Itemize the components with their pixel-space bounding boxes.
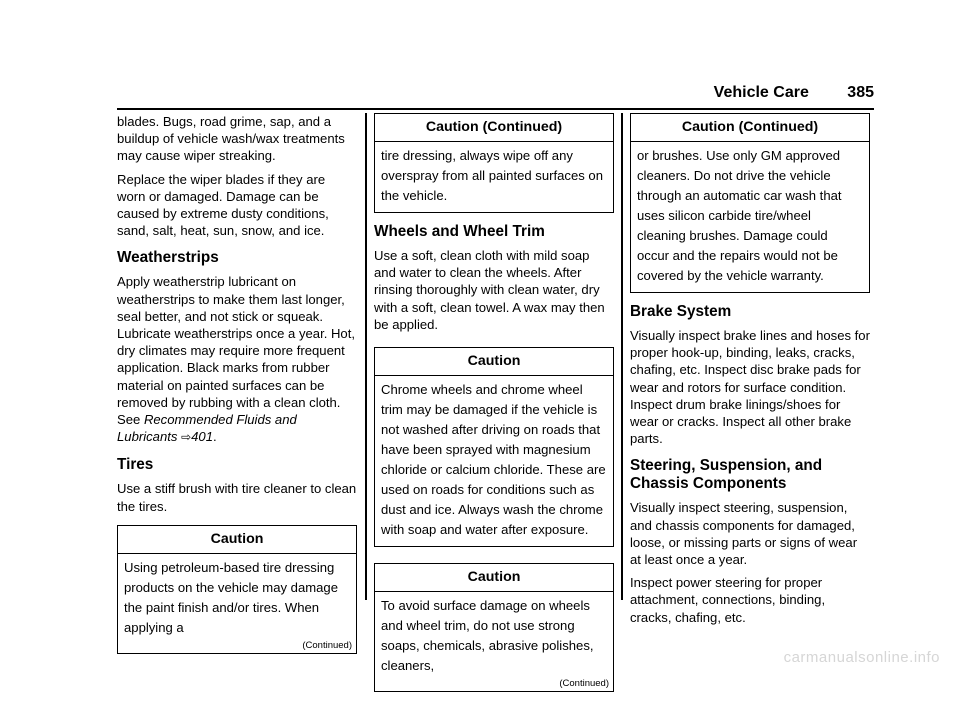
punctuation: . (212, 429, 217, 445)
continued-label: (Continued) (559, 678, 609, 690)
caution-body: Chrome wheels and chrome wheel trim may be damaged if the vehicle is not washed after driving on roads that have been sprayed with magnesium chloride or calcium chloride. These are used on roads for conditions such as dust and ice. Always wash the chrome with soap and water after exposure. (381, 382, 606, 538)
caution-title: Caution (118, 526, 356, 554)
caution-box (374, 113, 614, 213)
page-header (714, 84, 874, 102)
page-reference-arrow-icon: ⇨ (181, 430, 192, 445)
cross-reference-link[interactable]: Recommended Fluids and Lubricants (117, 412, 297, 445)
section-heading: Wheels and Wheel Trim (374, 223, 545, 240)
caution-box (630, 113, 870, 293)
section-heading: Weatherstrips (117, 249, 219, 267)
caution-body: To avoid surface damage on wheels and wheel trim, do not use strong soaps, chemicals, abrasive polishes, cleaners, (381, 598, 594, 674)
paragraph: Visually inspect brake lines and hoses for proper hook-up, binding, leaks, cracks, chafing, etc. Inspect disc brake pads for wear and rotors for surface condition. Inspect drum brake linings/shoes for wear or cracks. Inspect all other brake parts. (630, 328, 870, 447)
section-heading: Steering, Suspension, and Chassis Components (630, 457, 823, 493)
page-number: 385 (847, 84, 874, 101)
paragraph (117, 273, 357, 446)
caution-box (117, 525, 357, 654)
paragraph: Use a stiff brush with tire cleaner to clean the tires. (117, 481, 357, 514)
paragraph: Use a soft, clean cloth with mild soap and water to clean the wheels. After rinsing thoroughly with clean water, dry with a soft, clean towel. A wax may then be applied. (374, 248, 605, 332)
caution-body: or brushes. Use only GM approved cleaners. Do not drive the vehicle through an automatic car wash that uses silicon carbide tire/wheel cleaning brushes. Damage could occur and the repairs would not be covered by the vehicle warranty. (637, 148, 842, 283)
paragraph: Inspect power steering for proper attachment, connections, binding, cracks, chafing, etc. (630, 575, 826, 625)
continued-label: (Continued) (302, 639, 352, 651)
watermark: carmanualsonline.info (783, 649, 940, 666)
section-heading: Brake System (630, 303, 732, 320)
caution-box (374, 347, 614, 547)
paragraph: Replace the wiper blades if they are worn or damaged. Damage can be caused by extreme dusty conditions, sand, salt, heat, sun, snow, and ice. (117, 171, 329, 239)
caution-title: Caution (375, 348, 613, 376)
column-divider (365, 113, 367, 600)
caution-title: Caution (Continued) (631, 114, 869, 142)
column-2 (374, 113, 614, 702)
column-divider (621, 113, 623, 600)
section-title: Vehicle Care (713, 84, 809, 101)
caution-title: Caution (375, 564, 613, 592)
caution-body: Using petroleum-based tire dressing products on the vehicle may damage the paint finish and/or tires. When applying a (124, 559, 338, 635)
column-3 (630, 113, 870, 632)
paragraph: blades. Bugs, road grime, sap, and a buildup of vehicle wash/wax treatments may cause wiper streaking. (117, 114, 345, 164)
caution-title: Caution (Continued) (375, 114, 613, 142)
header-rule (117, 108, 874, 110)
caution-box (374, 563, 614, 692)
paragraph-text: Apply weatherstrip lubricant on weatherstrips to make them last longer, seal better, and not stick or squeak. Lubricate weatherstrips once a year. Hot, dry climates may require more frequent application. Black marks from rubber material on painted surfaces can be removed by rubbing with a clean cloth. See (117, 274, 355, 428)
column-1 (117, 113, 357, 664)
caution-body: tire dressing, always wipe off any overspray from all painted surfaces on the vehicle. (381, 148, 603, 203)
cross-reference-page[interactable]: 401 (191, 429, 213, 445)
section-heading: Tires (117, 456, 154, 474)
paragraph: Visually inspect steering, suspension, and chassis components for damaged, loose, or missing parts or signs of wear at least once a year. (630, 500, 858, 568)
